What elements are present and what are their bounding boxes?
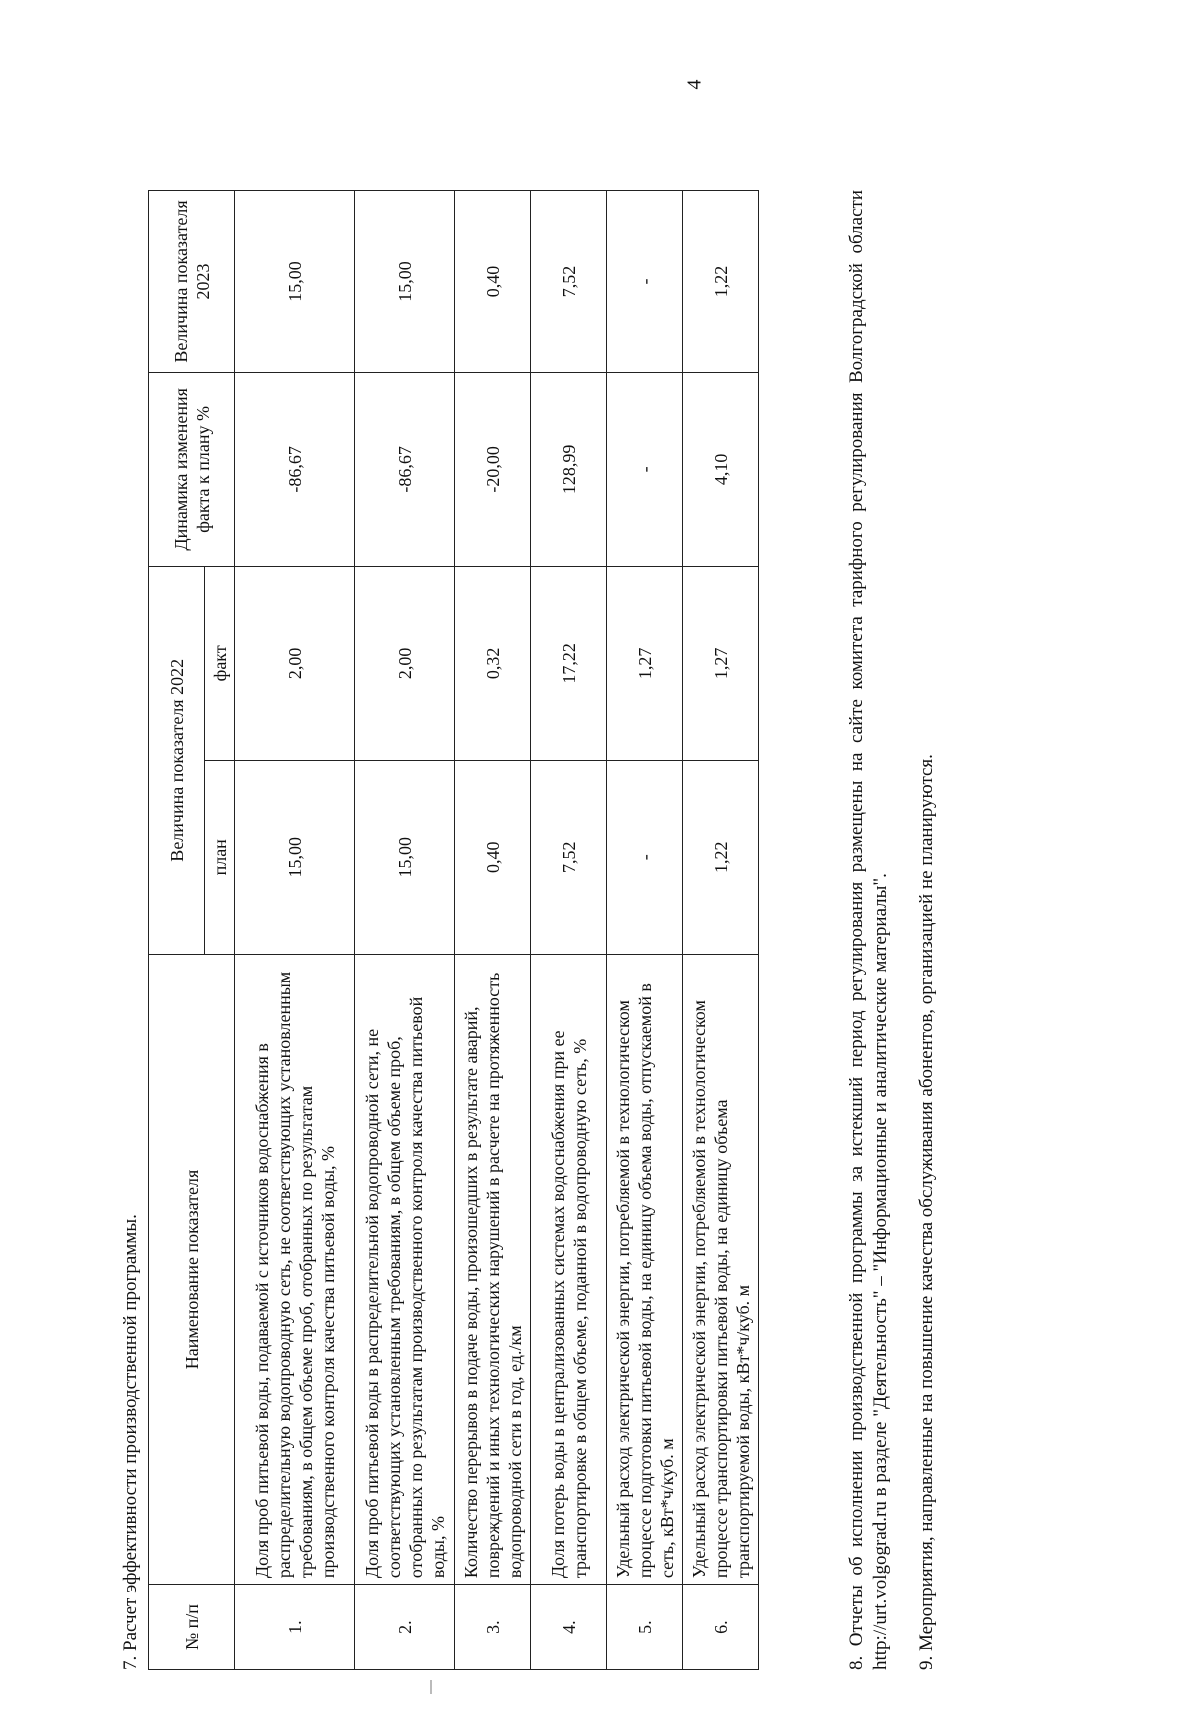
scan-artifact [430,1680,432,1694]
note-9: 9. Мероприятия, направленные на повышение качества обслуживания абонентов, организацией не планируются. [916,754,937,1670]
table-row [455,191,531,1670]
row-dynamics: -86,67 [235,372,355,566]
row-fact: 2,00 [235,566,355,760]
row-value-2023: 15,00 [235,191,355,373]
note-8: 8. Отчеты об исполнении производственной программы за истекший период регулирования размещены на сайте комитета тарифного регулирования Волгоградской области http://urt.volgograd.ru в разделе "Деятельность" – "Информационные и аналитические материалы". [846,190,891,1670]
row-fact: 1,27 [607,566,683,760]
rotated-content [120,90,940,1670]
row-plan: 15,00 [235,760,355,954]
row-plan: 15,00 [355,760,455,954]
row-value-2023: 0,40 [455,191,531,373]
row-plan: - [607,760,683,954]
table-row [607,191,683,1670]
row-num: 1. [235,1585,355,1670]
header-name: Наименование показателя [149,954,235,1584]
row-name: Удельный расход электрической энергии, потребляемой в технологическом процессе подготовки питьевой воды, на единицу объема воды, отпускаемой в сеть, кВт*ч/куб. м [607,954,683,1584]
header-group-2022: Величина показателя 2022 [149,566,205,954]
row-value-2023: 1,22 [683,191,759,373]
row-plan: 1,22 [683,760,759,954]
table-row [235,191,355,1670]
table-row [683,191,759,1670]
row-num: 4. [531,1585,607,1670]
row-fact: 2,00 [355,566,455,760]
row-plan: 7,52 [531,760,607,954]
row-fact: 0,32 [455,566,531,760]
row-name: Количество перерывов в подаче воды, произошедших в результате аварий, повреждений и иных технологических нарушений в расчете на протяженность водопроводной сети в год, ед./км [455,954,531,1584]
header-fact: факт [205,566,235,760]
row-plan: 0,40 [455,760,531,954]
row-value-2023: 7,52 [531,191,607,373]
row-num: 3. [455,1585,531,1670]
efficiency-table [148,190,759,1670]
header-dynamics: Динамика изменения факта к плану % [149,372,235,566]
row-name: Доля проб питьевой воды, подаваемой с источников водоснабжения в распределительную водопроводную сеть, не соответствующих установленным требованиям, в общем объеме проб, отобранных по результатам производственного контроля качества питьевой воды, % [235,954,355,1584]
table-row [355,191,455,1670]
header-plan: план [205,760,235,954]
page-number: 4 [683,79,706,90]
row-name: Доля потерь воды в централизованных системах водоснабжения при ее транспортировке в общем объеме, поданной в водопроводную сеть, % [531,954,607,1584]
row-dynamics: 128,99 [531,372,607,566]
row-num: 2. [355,1585,455,1670]
notes [845,190,961,1670]
row-dynamics: 4,10 [683,372,759,566]
header-value-2023: Величина показателя 2023 [149,191,235,373]
header-num: № п/п [149,1585,235,1670]
table-row [531,191,607,1670]
row-name: Удельный расход электрической энергии, потребляемой в технологическом процессе транспортировки питьевой воды, на единицу объема транспортируемой воды, кВт*ч/куб. м [683,954,759,1584]
row-dynamics: -20,00 [455,372,531,566]
row-dynamics: -86,67 [355,372,455,566]
row-dynamics: - [607,372,683,566]
row-fact: 17,22 [531,566,607,760]
row-fact: 1,27 [683,566,759,760]
row-num: 6. [683,1585,759,1670]
section-title: 7. Расчет эффективности производственной программы. [120,1214,141,1670]
row-num: 5. [607,1585,683,1670]
row-value-2023: 15,00 [355,191,455,373]
row-name: Доля проб питьевой воды в распределительной водопроводной сети, не соответствующих установленным требованиям, в общем объеме проб, отобранных по результатам производственного контроля качества питьевой воды, % [355,954,455,1584]
row-value-2023: - [607,191,683,373]
